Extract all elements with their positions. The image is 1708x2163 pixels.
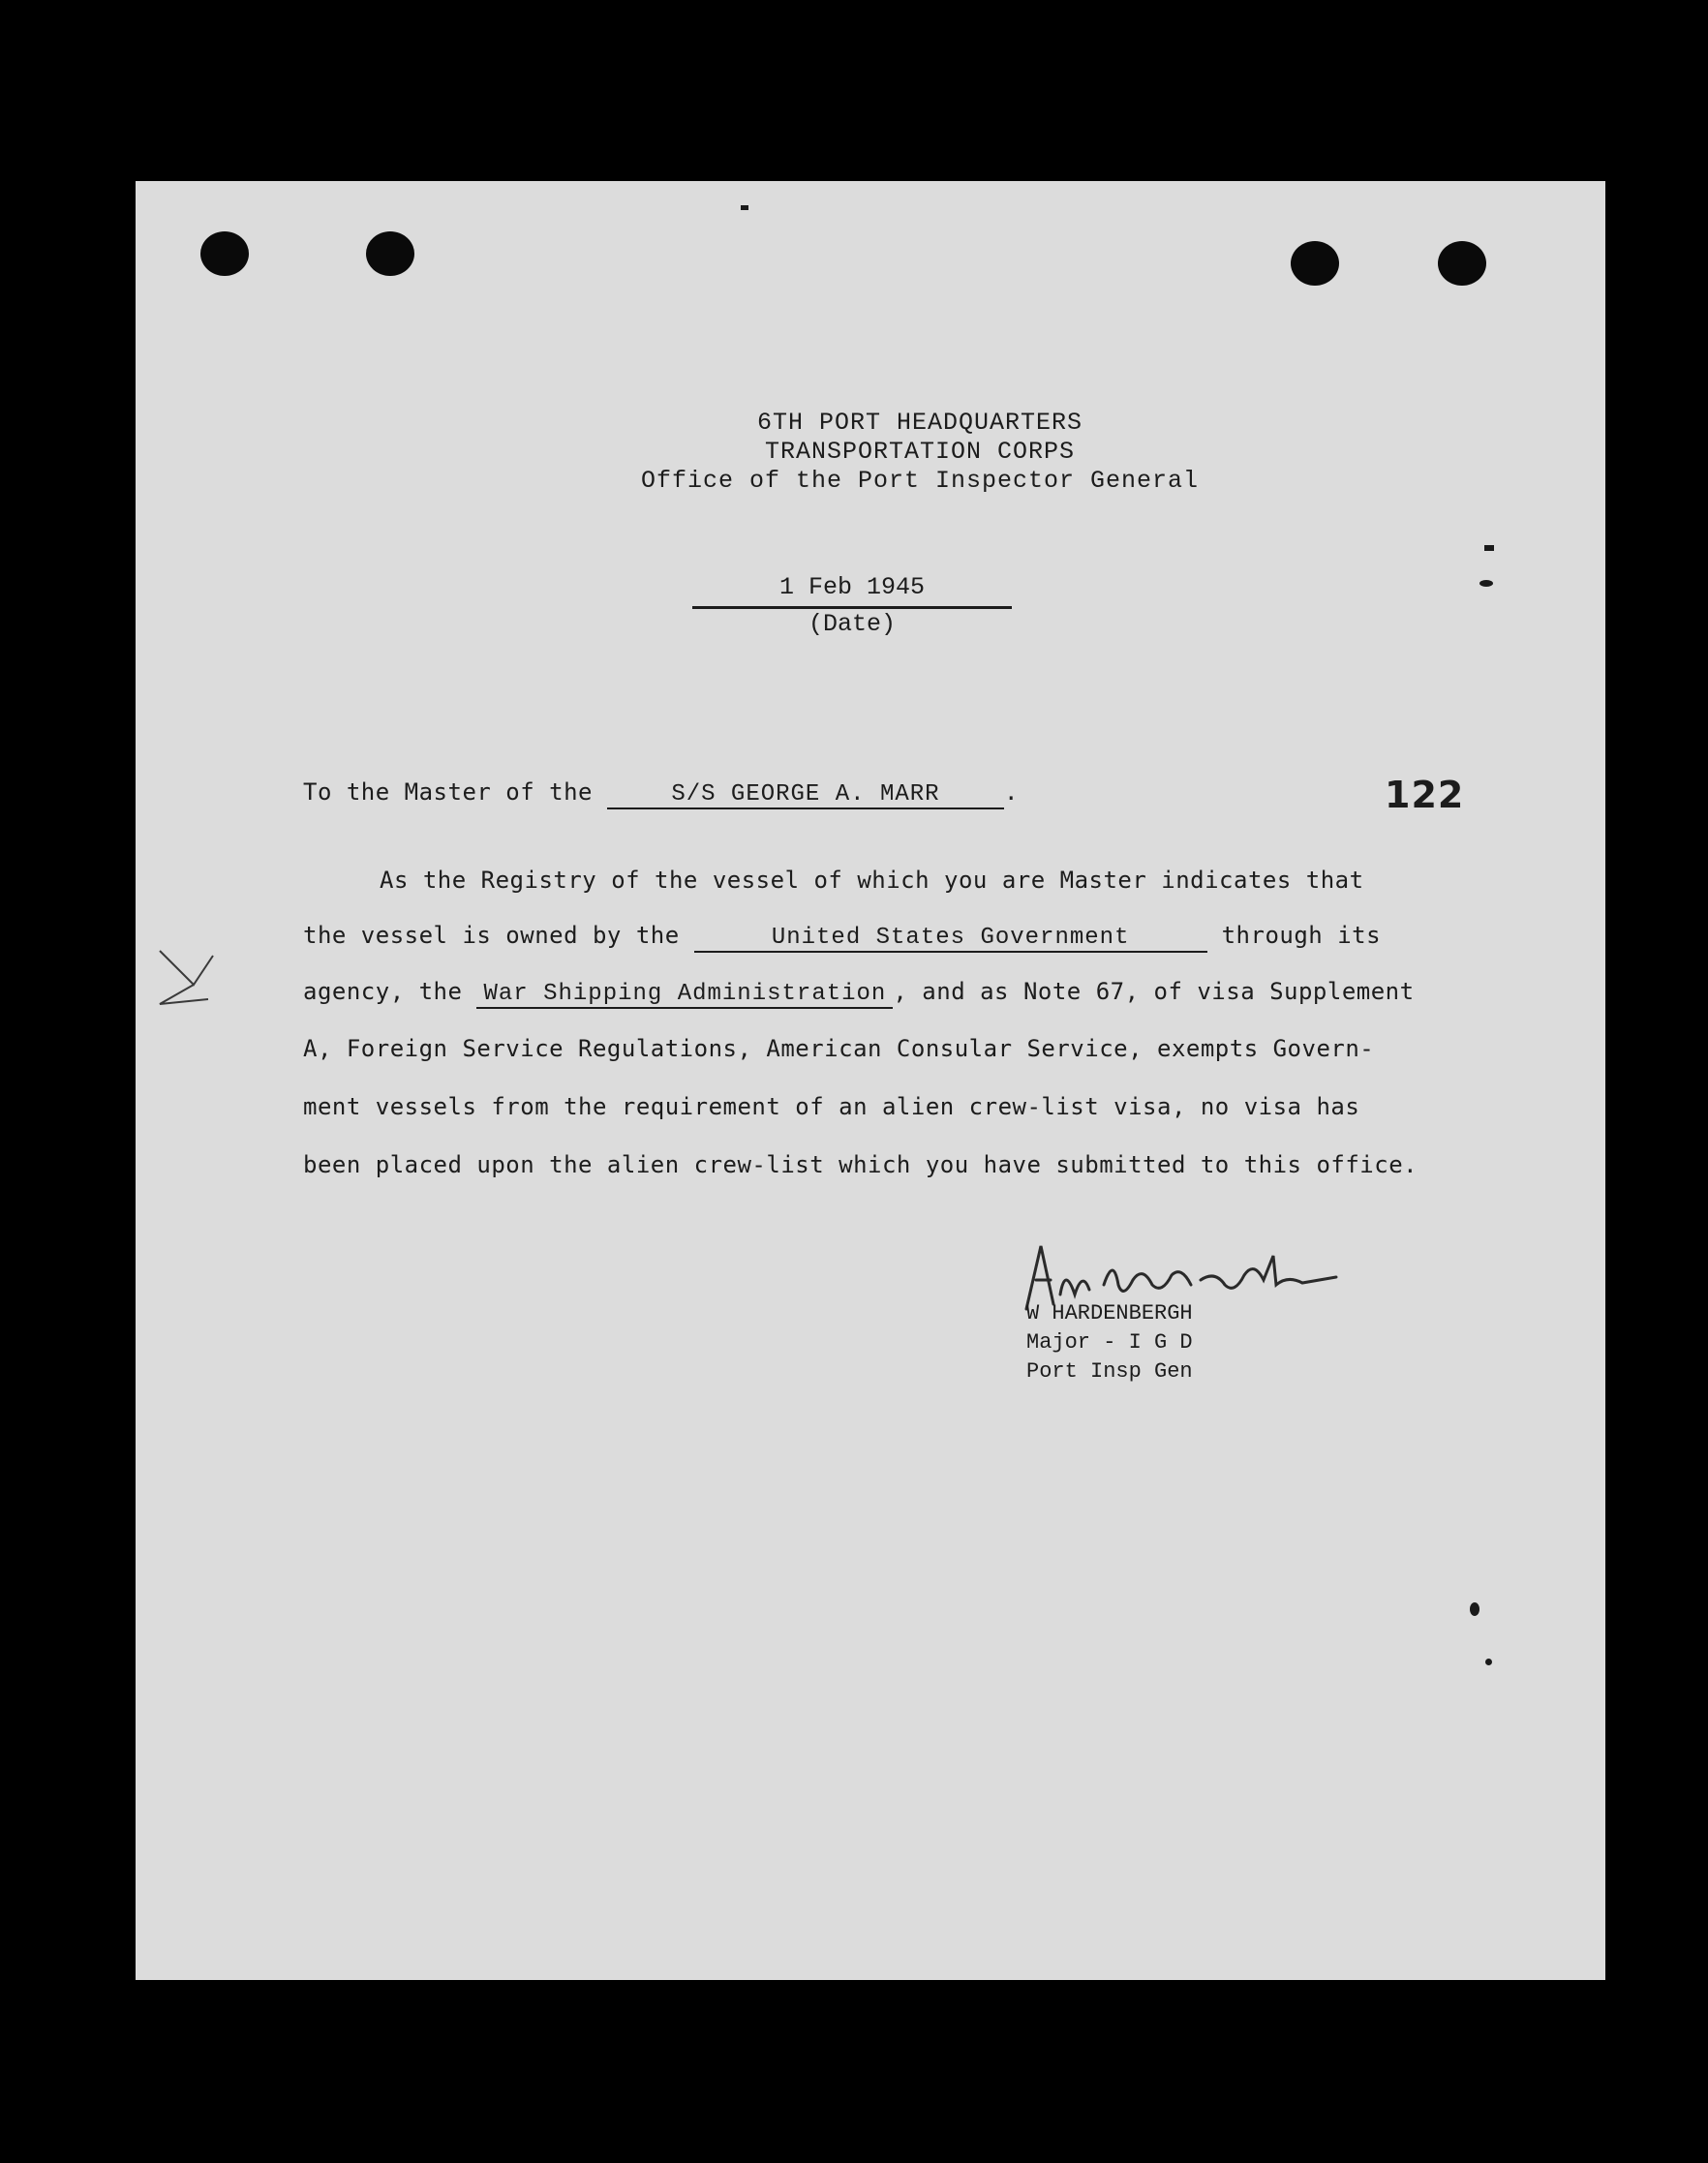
- address-prefix: To the Master of the: [303, 778, 593, 806]
- punch-hole: [366, 231, 414, 276]
- paragraph-line-3-prefix: agency, the: [303, 978, 463, 1005]
- date-caption: (Date): [808, 610, 896, 638]
- date-block: [692, 573, 1012, 638]
- paragraph-line-2-prefix: the vessel is owned by the: [303, 922, 680, 949]
- paragraph-line-3: [303, 978, 1415, 1009]
- punch-hole: [1291, 241, 1339, 286]
- paragraph-line-2-suffix: through its: [1221, 922, 1382, 949]
- ink-speck: [1484, 545, 1494, 551]
- owner-field: United States Government: [694, 925, 1207, 953]
- ink-speck: [741, 205, 748, 210]
- paragraph-line-4: A, Foreign Service Regulations, American Consular Service, exempts Govern-: [303, 1035, 1375, 1062]
- document-page: [136, 181, 1605, 1980]
- paragraph-line-2: [303, 922, 1381, 953]
- paragraph-line-5: ment vessels from the requirement of an alien crew-list visa, no visa has: [303, 1093, 1360, 1120]
- letterhead-line-3: Office of the Port Inspector General: [640, 467, 1200, 495]
- letterhead-line-2: TRANSPORTATION CORPS: [764, 438, 1076, 466]
- letterhead-line-1: 6TH PORT HEADQUARTERS: [756, 409, 1083, 437]
- ink-speck: [1470, 1602, 1479, 1616]
- paragraph-line-3-suffix: , and as Note 67, of visa Supplement: [893, 978, 1415, 1005]
- vessel-name: S/S GEORGE A. MARR: [607, 781, 1004, 809]
- signature-block: [1026, 1299, 1193, 1386]
- ink-speck: [1485, 1659, 1492, 1665]
- punch-hole: [1438, 241, 1486, 286]
- paragraph-line-1: As the Registry of the vessel of which you are Master indicates that: [380, 867, 1364, 894]
- address-suffix: .: [1003, 778, 1019, 806]
- margin-check-mark: [155, 946, 223, 1033]
- letterhead: [136, 409, 1704, 496]
- punch-hole: [200, 231, 249, 276]
- paragraph-line-6: been placed upon the alien crew-list which you have submitted to this office.: [303, 1151, 1418, 1178]
- address-line: [303, 778, 1019, 809]
- signer-title: Port Insp Gen: [1026, 1359, 1193, 1384]
- date-value: 1 Feb 1945: [692, 573, 1012, 609]
- agency-field: War Shipping Administration: [476, 981, 893, 1009]
- signer-rank: Major - I G D: [1026, 1330, 1193, 1355]
- page-number: 122: [1385, 774, 1465, 816]
- signer-name: W HARDENBERGH: [1026, 1301, 1193, 1325]
- ink-speck: [1479, 580, 1493, 587]
